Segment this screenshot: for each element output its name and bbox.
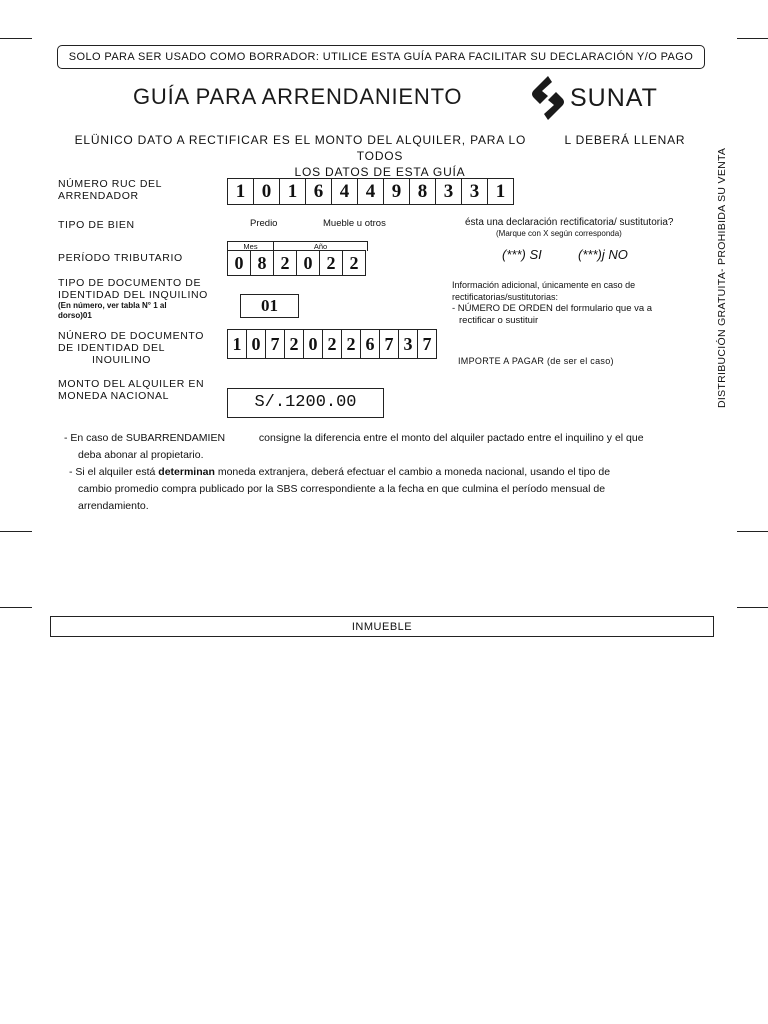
ruc-label-line-2: ARRENDADOR <box>58 190 139 202</box>
monto-value[interactable]: S/.1200.00 <box>227 388 384 418</box>
num-doc-digit: 0 <box>247 330 266 358</box>
cut-mark-top-right <box>737 38 768 39</box>
ruc-digit: 0 <box>254 179 280 204</box>
cut-mark-mid-left <box>0 531 32 532</box>
num-doc-digit: 2 <box>323 330 342 358</box>
tipo-bien-mueble[interactable]: Mueble u otros <box>323 218 386 229</box>
info-adicional-line-2: rectificatorias/sustitutorias: <box>452 292 559 302</box>
note-2-line-2: cambio promedio compra publicado por la SBS correspondiente a la fecha en que culmina el período mensual de <box>78 483 606 495</box>
monto-label <box>58 378 204 402</box>
num-doc-label <box>58 330 204 366</box>
periodo-mes-header: Mes <box>228 242 274 251</box>
ruc-digit: 1 <box>280 179 306 204</box>
num-doc-label-line-2: DE IDENTIDAD DEL <box>58 342 166 354</box>
num-doc-digit: 7 <box>266 330 285 358</box>
tipo-bien-label: TIPO DE BIEN <box>58 219 135 231</box>
ruc-digit: 4 <box>332 179 358 204</box>
tipo-doc-label-line-1: TIPO DE DOCUMENTO DE <box>58 277 202 289</box>
tipo-bien-predio[interactable]: Predio <box>250 218 278 229</box>
num-doc-label-line-3: INOUILINO <box>92 354 152 366</box>
num-doc-digit: 0 <box>304 330 323 358</box>
page-title: GUÍA PARA ARRENDANIENTO <box>133 84 463 109</box>
info-adicional-line-1: Información adicional, únicamente en caso de <box>452 280 636 290</box>
rectificatoria-question: ésta una declaración rectificatoria/ sustitutoria? <box>465 217 674 228</box>
monto-label-line-1: MONTO DEL ALQUILER EN <box>58 378 205 390</box>
num-doc-digit: 6 <box>361 330 380 358</box>
subtitle-line-1a: ELÜNICO DATO A RECTIFICAR ES EL MONTO DEL ALQUILER, PARA LO <box>74 133 527 147</box>
info-adicional-item-2: rectificar o sustituir <box>459 315 539 326</box>
rectificatoria-si[interactable]: (***) SI <box>502 247 542 262</box>
num-doc-digits[interactable] <box>227 329 437 359</box>
note-2-part-b: moneda extranjera, deberá efectuar el cambio a moneda nacional, usando el tipo de <box>214 466 611 478</box>
periodo-digits[interactable] <box>227 250 366 276</box>
num-doc-digit: 2 <box>342 330 361 358</box>
tipo-doc-value[interactable]: 01 <box>240 294 299 318</box>
periodo-digit: 0 <box>228 251 251 275</box>
sunat-logo-text: SUNAT <box>570 84 658 112</box>
subtitle-line-2: LOS DATOS DE ESTA GUÍA <box>294 165 466 179</box>
periodo-label: PERÍODO TRIBUTARIO <box>58 252 183 264</box>
cut-mark-low-left <box>0 607 32 608</box>
ruc-digit: 3 <box>462 179 488 204</box>
num-doc-label-line-1: NÚNERO DE DOCUMENTO <box>58 330 204 342</box>
ruc-digit: 3 <box>436 179 462 204</box>
periodo-digit: 0 <box>297 251 320 275</box>
ruc-digit: 1 <box>495 181 506 202</box>
notes-block <box>64 430 696 515</box>
note-2-line-3: arrendamiento. <box>78 500 149 512</box>
num-doc-digit: 3 <box>399 330 418 358</box>
instruction-subtitle <box>60 132 700 180</box>
tipo-doc-note-2: dorso)01 <box>58 311 92 320</box>
info-adicional <box>452 279 652 327</box>
monto-label-line-2: MONEDA NACIONAL <box>58 390 170 402</box>
ruc-label-line-1: NÚMERO RUC DEL <box>58 178 163 190</box>
cut-mark-mid-right <box>737 531 768 532</box>
subtitle-line-1 <box>60 132 700 164</box>
sunat-s-icon <box>526 74 570 122</box>
note-2-bold: determinan <box>158 466 215 478</box>
tipo-doc-label-line-2: IDENTIDAD DEL INQUILINO <box>58 289 208 301</box>
ruc-digit: 1 <box>228 179 254 204</box>
info-adicional-item-1: - NÚMERO DE ORDEN del formulario que va a <box>452 303 653 314</box>
note-1-part-b: consigne la diferencia entre el monto del alquiler pactado entre el inquilino y el que <box>258 432 644 444</box>
periodo-digit: 8 <box>251 251 274 275</box>
num-doc-digit: 7 <box>422 334 432 354</box>
section-inmueble: INMUEBLE <box>50 616 714 637</box>
note-1-line-1 <box>64 430 696 447</box>
rectificatoria-hint: (Marque con X según corresponda) <box>496 229 622 238</box>
periodo-digit: 2 <box>320 251 343 275</box>
ruc-label <box>58 178 162 202</box>
note-2-line-1 <box>64 464 696 481</box>
importe-label: IMPORTE A PAGAR (de ser el caso) <box>458 356 614 366</box>
tipo-doc-label <box>58 277 208 321</box>
num-doc-digit: 2 <box>285 330 304 358</box>
num-doc-digit: 1 <box>228 330 247 358</box>
ruc-digit: 6 <box>306 179 332 204</box>
cut-mark-low-right <box>737 607 768 608</box>
note-1-part-a: - En caso de SUBARRENDAMIEN <box>64 432 226 444</box>
periodo-digit: 2 <box>349 253 359 273</box>
cut-mark-top-left <box>0 38 32 39</box>
ruc-digit: 4 <box>358 179 384 204</box>
side-distribution-text: DISTRIBUCIÓN GRATUITA- PROHIBIDA SU VENTA <box>716 147 728 408</box>
periodo-digit: 2 <box>274 251 297 275</box>
draft-banner: SOLO PARA SER USADO COMO BORRADOR: UTILICE ESTA GUÍA PARA FACILITAR SU DECLARACIÓN Y/O PAGO <box>57 45 705 69</box>
sunat-logo <box>526 74 686 122</box>
note-2-part-a: - Si el alquiler está <box>69 466 159 478</box>
ruc-digits[interactable] <box>227 178 514 205</box>
ruc-digit: 8 <box>410 179 436 204</box>
subtitle-line-1b: L DEBERÁ LLENAR TODOS <box>356 133 686 163</box>
num-doc-digit: 7 <box>380 330 399 358</box>
periodo-anio-header: Año <box>313 242 328 251</box>
tipo-doc-note-1: (En número, ver tabla N° 1 al <box>58 301 167 310</box>
note-1-line-2: deba abonar al propietario. <box>78 449 204 461</box>
ruc-digit: 9 <box>384 179 410 204</box>
rectificatoria-no[interactable]: (***)j NO <box>578 247 628 262</box>
